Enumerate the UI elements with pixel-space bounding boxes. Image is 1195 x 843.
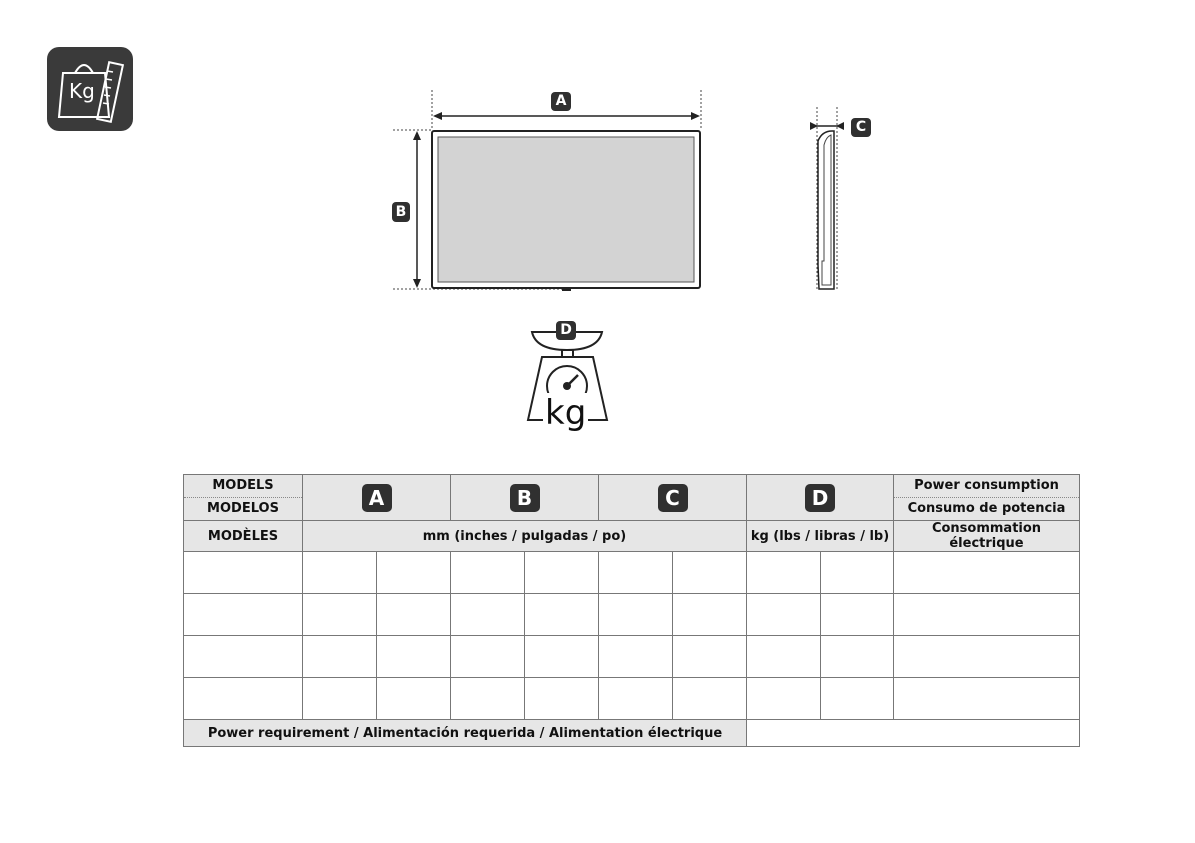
table-cell	[894, 594, 1080, 636]
table-row	[184, 678, 1080, 720]
table-cell	[303, 636, 377, 678]
label-b-badge: B	[392, 202, 410, 222]
table-cell	[184, 594, 303, 636]
table-cell	[894, 636, 1080, 678]
table-cell	[673, 552, 747, 594]
table-cell	[184, 678, 303, 720]
models-label-fr: MODÈLES	[184, 521, 303, 552]
table-cell	[377, 636, 451, 678]
table-cell	[894, 552, 1080, 594]
column-c-badge: C	[658, 484, 688, 512]
weight-unit-text: kg	[545, 393, 587, 433]
column-b-header	[451, 475, 599, 521]
models-label-en: MODELS	[184, 475, 302, 498]
table-cell	[303, 594, 377, 636]
table-cell	[673, 678, 747, 720]
table-cell	[451, 636, 525, 678]
table-cell	[673, 594, 747, 636]
power-consumption-en: Power consumption	[894, 475, 1079, 498]
table-cell	[451, 594, 525, 636]
table-cell	[525, 636, 599, 678]
table-cell	[303, 678, 377, 720]
table-cell	[747, 594, 821, 636]
tv-side-diagram	[800, 105, 850, 295]
weight-measure-icon	[47, 47, 133, 131]
models-label-es: MODELOS	[207, 501, 279, 516]
table-cell	[525, 552, 599, 594]
column-d-header	[747, 475, 894, 521]
power-requirement-label: Power requirement / Alimentación requerida / Alimentation électrique	[184, 720, 747, 747]
power-consumption-fr: Consommation électrique	[894, 521, 1080, 552]
column-a-header	[303, 475, 451, 521]
table-cell	[599, 636, 673, 678]
table-cell	[377, 594, 451, 636]
table-cell	[747, 636, 821, 678]
label-a-badge: A	[551, 92, 571, 111]
table-cell	[377, 678, 451, 720]
models-header-cell	[184, 475, 303, 521]
table-cell	[377, 552, 451, 594]
table-cell	[525, 594, 599, 636]
icon-unit-text: Kg	[69, 79, 95, 103]
table-cell	[821, 594, 894, 636]
specifications-table	[183, 474, 1080, 747]
table-cell	[821, 552, 894, 594]
table-cell	[673, 636, 747, 678]
label-c-badge: C	[851, 118, 871, 137]
table-row	[184, 552, 1080, 594]
table-cell	[821, 636, 894, 678]
table-row	[184, 594, 1080, 636]
table-cell	[303, 552, 377, 594]
power-consumption-es: Consumo de potencia	[907, 501, 1066, 516]
label-d-badge: D	[556, 321, 576, 340]
table-cell	[599, 552, 673, 594]
table-cell	[184, 636, 303, 678]
table-cell	[747, 552, 821, 594]
table-row	[184, 636, 1080, 678]
table-cell	[451, 552, 525, 594]
table-cell	[599, 678, 673, 720]
column-a-badge: A	[362, 484, 392, 512]
column-d-badge: D	[805, 484, 835, 512]
column-c-header	[599, 475, 747, 521]
table-cell	[821, 678, 894, 720]
column-b-badge: B	[510, 484, 540, 512]
dimension-unit-label: mm (inches / pulgadas / po)	[303, 521, 747, 552]
table-cell	[894, 678, 1080, 720]
table-cell	[525, 678, 599, 720]
table-cell	[451, 678, 525, 720]
table-cell	[599, 594, 673, 636]
table-cell	[184, 552, 303, 594]
weight-unit-label: kg (lbs / libras / lb)	[747, 521, 894, 552]
power-consumption-header	[894, 475, 1080, 521]
power-requirement-value	[747, 720, 1080, 747]
tv-front-diagram	[385, 85, 715, 300]
table-cell	[747, 678, 821, 720]
